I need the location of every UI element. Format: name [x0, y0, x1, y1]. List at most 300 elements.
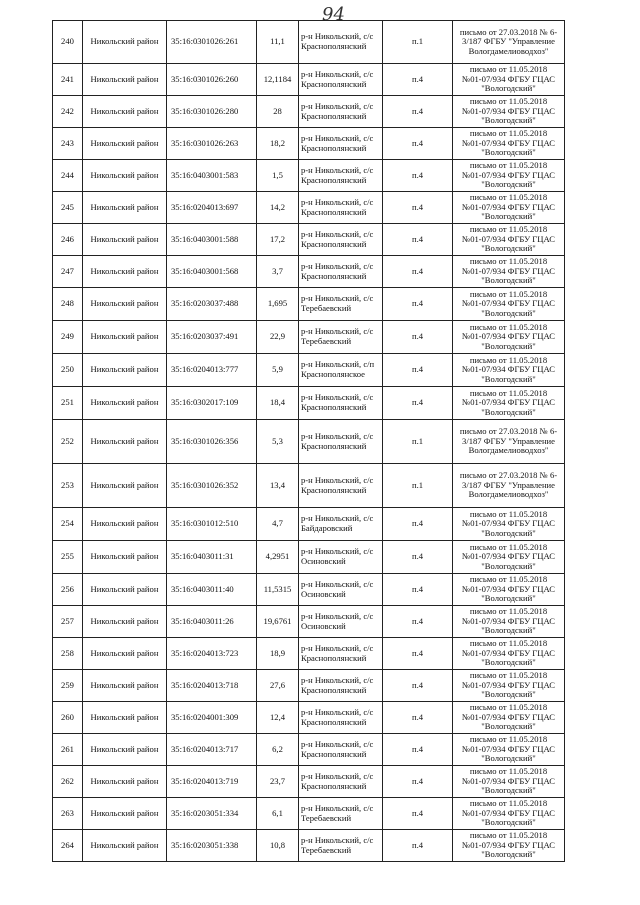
document-line: письмо от 11.05.2018: [469, 702, 548, 713]
district-cell: Никольский район: [83, 256, 167, 288]
location-cell: [299, 464, 383, 508]
area-cell: 3,7: [257, 256, 299, 288]
document-line: письмо от 11.05.2018: [469, 256, 548, 267]
table-row: [53, 387, 565, 420]
area-cell: 11,1: [257, 21, 299, 64]
table-row: [53, 574, 565, 606]
table-row: [53, 160, 565, 192]
location-line: р-н Никольский, с/с: [301, 196, 374, 207]
document-line: №01-07/934 ФГБУ ГЦАС: [462, 265, 555, 276]
document-line: письмо от 11.05.2018: [469, 830, 548, 841]
document-line: "Вологодский": [481, 721, 536, 732]
location-cell: [299, 670, 383, 702]
location-cell: [299, 420, 383, 464]
cadastral-number-cell: 35:16:0302017:109: [167, 387, 257, 420]
document-line: №01-07/934 ФГБУ ГЦАС: [462, 711, 555, 722]
location-line: Осиновский: [301, 556, 346, 566]
location-cell: [299, 256, 383, 288]
location-cell: [299, 541, 383, 574]
document-line: "Вологодский": [481, 817, 536, 828]
row-number-cell: 251: [53, 387, 83, 420]
document-line: №01-07/934 ФГБУ ГЦАС: [462, 201, 555, 212]
location-cell: [299, 224, 383, 256]
document-cell: [453, 128, 565, 160]
document-line: письмо от 11.05.2018: [469, 387, 548, 398]
location-cell: [299, 508, 383, 541]
table-row: [53, 288, 565, 321]
location-line: Осиновский: [301, 620, 346, 631]
table-row: [53, 798, 565, 830]
location-line: р-н Никольский, с/с: [301, 834, 374, 845]
document-line: "Вологодский": [481, 275, 536, 286]
area-cell: 1,695: [257, 288, 299, 321]
document-line: №01-07/934 ФГБУ ГЦАС: [462, 583, 555, 594]
location-line: р-н Никольский, с/п: [301, 359, 375, 370]
area-cell: 18,9: [257, 638, 299, 670]
location-line: Краснополянский: [301, 440, 367, 451]
location-cell: [299, 21, 383, 64]
document-cell: [453, 256, 565, 288]
location-cell: [299, 606, 383, 638]
clause-cell: п.1: [383, 21, 453, 64]
location-line: р-н Никольский, с/с: [301, 738, 374, 749]
district-cell: Никольский район: [83, 96, 167, 128]
document-cell: [453, 638, 565, 670]
cadastral-number-cell: 35:16:0403001:588: [167, 224, 257, 256]
document-line: №01-07/934 ФГБУ ГЦАС: [462, 807, 555, 818]
row-number-cell: 263: [53, 798, 83, 830]
document-line: "Вологодский": [481, 373, 536, 384]
location-cell: [299, 798, 383, 830]
row-number-cell: 260: [53, 702, 83, 734]
table-row: [53, 321, 565, 354]
location-line: Краснополянский: [301, 110, 367, 121]
clause-cell: п.4: [383, 574, 453, 606]
document-line: №01-07/934 ФГБУ ГЦАС: [462, 551, 555, 562]
location-line: Краснополянский: [301, 238, 367, 249]
table-body: [53, 21, 565, 862]
document-line: письмо от 27.03.2018 № 6-: [459, 470, 558, 481]
document-line: №01-07/934 ФГБУ ГЦАС: [462, 169, 555, 180]
cadastral-number-cell: 35:16:0403011:31: [167, 541, 257, 574]
document-line: "Вологодский": [481, 179, 536, 190]
location-line: р-н Никольский, с/с: [301, 68, 374, 79]
row-number-cell: 241: [53, 64, 83, 96]
district-cell: Никольский район: [83, 224, 167, 256]
district-cell: Никольский район: [83, 160, 167, 192]
document-line: 3/187 ФГБУ "Управление: [462, 435, 555, 446]
clause-cell: п.4: [383, 160, 453, 192]
document-line: "Вологодский": [481, 340, 536, 351]
location-line: Теребаевский: [301, 812, 352, 823]
location-line: р-н Никольский, с/с: [301, 164, 374, 175]
location-line: Краснополянский: [301, 652, 367, 663]
document-line: письмо от 11.05.2018: [469, 638, 548, 649]
area-cell: 18,2: [257, 128, 299, 160]
document-line: №01-07/934 ФГБУ ГЦАС: [462, 679, 555, 690]
district-cell: Никольский район: [83, 288, 167, 321]
document-cell: [453, 734, 565, 766]
district-cell: Никольский район: [83, 420, 167, 464]
row-number-cell: 264: [53, 830, 83, 862]
document-line: письмо от 11.05.2018: [469, 766, 548, 777]
area-cell: 19,6761: [257, 606, 299, 638]
clause-cell: п.4: [383, 508, 453, 541]
location-line: Краснополянский: [301, 270, 367, 281]
cadastral-number-cell: 35:16:0203037:488: [167, 288, 257, 321]
district-cell: Никольский район: [83, 606, 167, 638]
district-cell: Никольский район: [83, 128, 167, 160]
document-cell: [453, 21, 565, 64]
table-row: [53, 21, 565, 64]
document-line: Вологдамелиоводхоз": [468, 445, 549, 456]
district-cell: Никольский район: [83, 798, 167, 830]
clause-cell: п.4: [383, 541, 453, 574]
location-line: р-н Никольский, с/с: [301, 802, 374, 813]
location-cell: [299, 288, 383, 321]
document-line: письмо от 11.05.2018: [469, 354, 548, 365]
clause-cell: п.4: [383, 354, 453, 387]
location-line: Краснополянский: [301, 780, 367, 791]
document-line: письмо от 11.05.2018: [469, 224, 548, 235]
cadastral-number-cell: 35:16:0203051:338: [167, 830, 257, 862]
cadastral-number-cell: 35:16:0403001:583: [167, 160, 257, 192]
document-line: "Вологодский": [481, 406, 536, 417]
document-line: письмо от 11.05.2018: [469, 128, 548, 139]
row-number-cell: 250: [53, 354, 83, 387]
table-row: [53, 224, 565, 256]
location-line: р-н Никольский, с/с: [301, 132, 374, 143]
document-line: "Вологодский": [481, 83, 536, 94]
cadastral-number-cell: 35:16:0204001:309: [167, 702, 257, 734]
location-cell: [299, 64, 383, 96]
document-line: "Вологодский": [481, 147, 536, 158]
document-line: №01-07/934 ФГБУ ГЦАС: [462, 73, 555, 84]
area-cell: 27,6: [257, 670, 299, 702]
row-number-cell: 244: [53, 160, 83, 192]
area-cell: 23,7: [257, 766, 299, 798]
document-line: письмо от 11.05.2018: [469, 321, 548, 332]
location-cell: [299, 96, 383, 128]
row-number-cell: 249: [53, 321, 83, 354]
cadastral-number-cell: 35:16:0301026:263: [167, 128, 257, 160]
clause-cell: п.4: [383, 96, 453, 128]
clause-cell: п.4: [383, 734, 453, 766]
location-cell: [299, 354, 383, 387]
document-line: №01-07/934 ФГБУ ГЦАС: [462, 647, 555, 658]
district-cell: Никольский район: [83, 464, 167, 508]
area-cell: 6,2: [257, 734, 299, 766]
district-cell: Никольский район: [83, 702, 167, 734]
document-cell: [453, 766, 565, 798]
clause-cell: п.4: [383, 606, 453, 638]
cadastral-number-cell: 35:16:0403001:568: [167, 256, 257, 288]
district-cell: Никольский район: [83, 734, 167, 766]
document-line: письмо от 11.05.2018: [469, 64, 548, 75]
document-line: письмо от 11.05.2018: [469, 508, 548, 519]
cadastral-number-cell: 35:16:0203037:491: [167, 321, 257, 354]
clause-cell: п.4: [383, 64, 453, 96]
clause-cell: п.4: [383, 798, 453, 830]
document-line: №01-07/934 ФГБУ ГЦАС: [462, 615, 555, 626]
row-number-cell: 240: [53, 21, 83, 64]
clause-cell: п.4: [383, 288, 453, 321]
clause-cell: п.4: [383, 128, 453, 160]
location-line: р-н Никольский, с/с: [301, 260, 374, 271]
document-line: №01-07/934 ФГБУ ГЦАС: [462, 298, 555, 309]
table-row: [53, 256, 565, 288]
table-row: [53, 638, 565, 670]
location-cell: [299, 160, 383, 192]
document-line: письмо от 11.05.2018: [469, 606, 548, 617]
location-line: Краснополянский: [301, 748, 367, 759]
document-cell: [453, 541, 565, 574]
area-cell: 6,1: [257, 798, 299, 830]
location-line: Краснополянский: [301, 41, 367, 51]
location-line: р-н Никольский, с/с: [301, 674, 374, 685]
location-line: Краснополянский: [301, 142, 367, 153]
district-cell: Никольский район: [83, 64, 167, 96]
document-cell: [453, 830, 565, 862]
document-line: 3/187 ФГБУ "Управление: [462, 479, 555, 490]
row-number-cell: 243: [53, 128, 83, 160]
document-line: письмо от 11.05.2018: [469, 734, 548, 745]
clause-cell: п.4: [383, 670, 453, 702]
document-line: Вологдамелиоводхоз": [468, 489, 549, 500]
row-number-cell: 262: [53, 766, 83, 798]
document-cell: [453, 160, 565, 192]
location-line: р-н Никольский, с/с: [301, 546, 374, 557]
area-cell: 13,4: [257, 464, 299, 508]
cadastral-number-cell: 35:16:0403011:26: [167, 606, 257, 638]
row-number-cell: 254: [53, 508, 83, 541]
clause-cell: п.1: [383, 420, 453, 464]
row-number-cell: 248: [53, 288, 83, 321]
row-number-cell: 256: [53, 574, 83, 606]
document-line: №01-07/934 ФГБУ ГЦАС: [462, 364, 555, 375]
document-line: Вологдамелиоводхоз": [468, 45, 549, 56]
cadastral-number-cell: 35:16:0204013:718: [167, 670, 257, 702]
location-line: Краснополянский: [301, 716, 367, 727]
location-cell: [299, 128, 383, 160]
location-cell: [299, 321, 383, 354]
clause-cell: п.4: [383, 321, 453, 354]
cadastral-number-cell: 35:16:0204013:777: [167, 354, 257, 387]
document-cell: [453, 574, 565, 606]
document-cell: [453, 64, 565, 96]
document-line: письмо от 11.05.2018: [469, 541, 548, 552]
area-cell: 5,9: [257, 354, 299, 387]
document-cell: [453, 798, 565, 830]
area-cell: 14,2: [257, 192, 299, 224]
document-line: письмо от 11.05.2018: [469, 288, 548, 299]
document-line: письмо от 11.05.2018: [469, 670, 548, 681]
area-cell: 12,4: [257, 702, 299, 734]
location-line: р-н Никольский, с/с: [301, 770, 374, 781]
location-cell: [299, 574, 383, 606]
document-line: "Вологодский": [481, 689, 536, 700]
location-line: р-н Никольский, с/с: [301, 642, 374, 653]
location-line: Краснополянский: [301, 174, 367, 185]
table-row: [53, 508, 565, 541]
clause-cell: п.1: [383, 464, 453, 508]
table-row: [53, 420, 565, 464]
district-cell: Никольский район: [83, 574, 167, 606]
clause-cell: п.4: [383, 638, 453, 670]
district-cell: Никольский район: [83, 508, 167, 541]
location-line: р-н Никольский, с/с: [301, 610, 374, 621]
location-line: р-н Никольский, с/с: [301, 430, 374, 441]
district-cell: Никольский район: [83, 387, 167, 420]
row-number-cell: 253: [53, 464, 83, 508]
document-cell: [453, 702, 565, 734]
location-line: Осиновский: [301, 588, 346, 599]
row-number-cell: 247: [53, 256, 83, 288]
location-cell: [299, 638, 383, 670]
location-line: Теребаевский: [301, 844, 352, 855]
district-cell: Никольский район: [83, 354, 167, 387]
document-line: "Вологодский": [481, 657, 536, 668]
table-row: [53, 64, 565, 96]
location-line: р-н Никольский, с/с: [301, 326, 374, 337]
cadastral-number-cell: 35:16:0204013:717: [167, 734, 257, 766]
area-cell: 1,5: [257, 160, 299, 192]
table-row: [53, 354, 565, 387]
cadastral-number-cell: 35:16:0301026:356: [167, 420, 257, 464]
area-cell: 4,7: [257, 508, 299, 541]
document-line: "Вологодский": [481, 115, 536, 126]
document-cell: [453, 464, 565, 508]
document-line: письмо от 27.03.2018 № 6-: [459, 426, 558, 437]
cadastral-number-cell: 35:16:0204013:719: [167, 766, 257, 798]
document-line: письмо от 11.05.2018: [469, 96, 548, 107]
document-line: письмо от 11.05.2018: [469, 798, 548, 809]
table-row: [53, 830, 565, 862]
document-cell: [453, 354, 565, 387]
document-line: "Вологодский": [481, 243, 536, 254]
table-row: [53, 464, 565, 508]
location-cell: [299, 830, 383, 862]
location-cell: [299, 387, 383, 420]
location-line: р-н Никольский, с/с: [301, 578, 374, 589]
district-cell: Никольский район: [83, 321, 167, 354]
clause-cell: п.4: [383, 387, 453, 420]
document-line: №01-07/934 ФГБУ ГЦАС: [462, 839, 555, 850]
area-cell: 22,9: [257, 321, 299, 354]
district-cell: Никольский район: [83, 192, 167, 224]
location-line: р-н Никольский, с/с: [301, 100, 374, 111]
document-line: "Вологодский": [481, 560, 536, 571]
location-line: р-н Никольский, с/с: [301, 706, 374, 717]
document-line: №01-07/934 ФГБУ ГЦАС: [462, 137, 555, 148]
district-cell: Никольский район: [83, 830, 167, 862]
cadastral-number-cell: 35:16:0301026:261: [167, 21, 257, 64]
district-cell: Никольский район: [83, 766, 167, 798]
document-line: "Вологодский": [481, 527, 536, 538]
document-line: письмо от 11.05.2018: [469, 574, 548, 585]
document-line: "Вологодский": [481, 307, 536, 318]
area-cell: 18,4: [257, 387, 299, 420]
document-line: №01-07/934 ФГБУ ГЦАС: [462, 775, 555, 786]
table-row: [53, 606, 565, 638]
table-row: [53, 96, 565, 128]
document-cell: [453, 224, 565, 256]
clause-cell: п.4: [383, 192, 453, 224]
document-line: "Вологодский": [481, 593, 536, 604]
location-cell: [299, 192, 383, 224]
document-line: 3/187 ФГБУ "Управление: [462, 36, 555, 47]
district-cell: Никольский район: [83, 638, 167, 670]
location-cell: [299, 766, 383, 798]
document-cell: [453, 288, 565, 321]
location-line: Краснополянское: [301, 369, 365, 379]
document-cell: [453, 96, 565, 128]
row-number-cell: 242: [53, 96, 83, 128]
document-line: письмо от 11.05.2018: [469, 192, 548, 203]
document-line: №01-07/934 ФГБУ ГЦАС: [462, 233, 555, 244]
location-line: Краснополянский: [301, 206, 367, 217]
district-cell: Никольский район: [83, 21, 167, 64]
document-cell: [453, 192, 565, 224]
document-cell: [453, 420, 565, 464]
cadastral-number-cell: 35:16:0204013:723: [167, 638, 257, 670]
area-cell: 17,2: [257, 224, 299, 256]
area-cell: 4,2951: [257, 541, 299, 574]
cadastral-number-cell: 35:16:0403011:40: [167, 574, 257, 606]
land-plots-table: [52, 20, 565, 862]
location-line: р-н Никольский, с/с: [301, 474, 374, 485]
location-line: р-н Никольский, с/с: [301, 293, 374, 304]
table-row: [53, 766, 565, 798]
location-cell: [299, 702, 383, 734]
document-line: №01-07/934 ФГБУ ГЦАС: [462, 518, 555, 529]
document-cell: [453, 321, 565, 354]
row-number-cell: 258: [53, 638, 83, 670]
cadastral-number-cell: 35:16:0204013:697: [167, 192, 257, 224]
page-number: 94: [322, 4, 345, 25]
location-cell: [299, 734, 383, 766]
row-number-cell: 246: [53, 224, 83, 256]
document-line: письмо от 27.03.2018 № 6-: [459, 26, 558, 37]
location-line: Краснополянский: [301, 484, 367, 495]
table-row: [53, 702, 565, 734]
row-number-cell: 261: [53, 734, 83, 766]
table-row: [53, 192, 565, 224]
location-line: Теребаевский: [301, 336, 352, 346]
table-row: [53, 670, 565, 702]
location-line: р-н Никольский, с/с: [301, 392, 374, 403]
location-line: Теребаевский: [301, 303, 352, 313]
district-cell: Никольский район: [83, 670, 167, 702]
area-cell: 11,5315: [257, 574, 299, 606]
clause-cell: п.4: [383, 256, 453, 288]
table-row: [53, 541, 565, 574]
document-line: №01-07/934 ФГБУ ГЦАС: [462, 331, 555, 342]
location-line: р-н Никольский, с/с: [301, 31, 374, 42]
document-line: №01-07/934 ФГБУ ГЦАС: [462, 397, 555, 408]
clause-cell: п.4: [383, 224, 453, 256]
document-cell: [453, 387, 565, 420]
area-cell: 10,8: [257, 830, 299, 862]
table-row: [53, 734, 565, 766]
document-cell: [453, 670, 565, 702]
row-number-cell: 257: [53, 606, 83, 638]
location-line: р-н Никольский, с/с: [301, 228, 374, 239]
location-line: Краснополянский: [301, 684, 367, 695]
clause-cell: п.4: [383, 702, 453, 734]
document-line: "Вологодский": [481, 849, 536, 860]
document-line: "Вологодский": [481, 753, 536, 764]
